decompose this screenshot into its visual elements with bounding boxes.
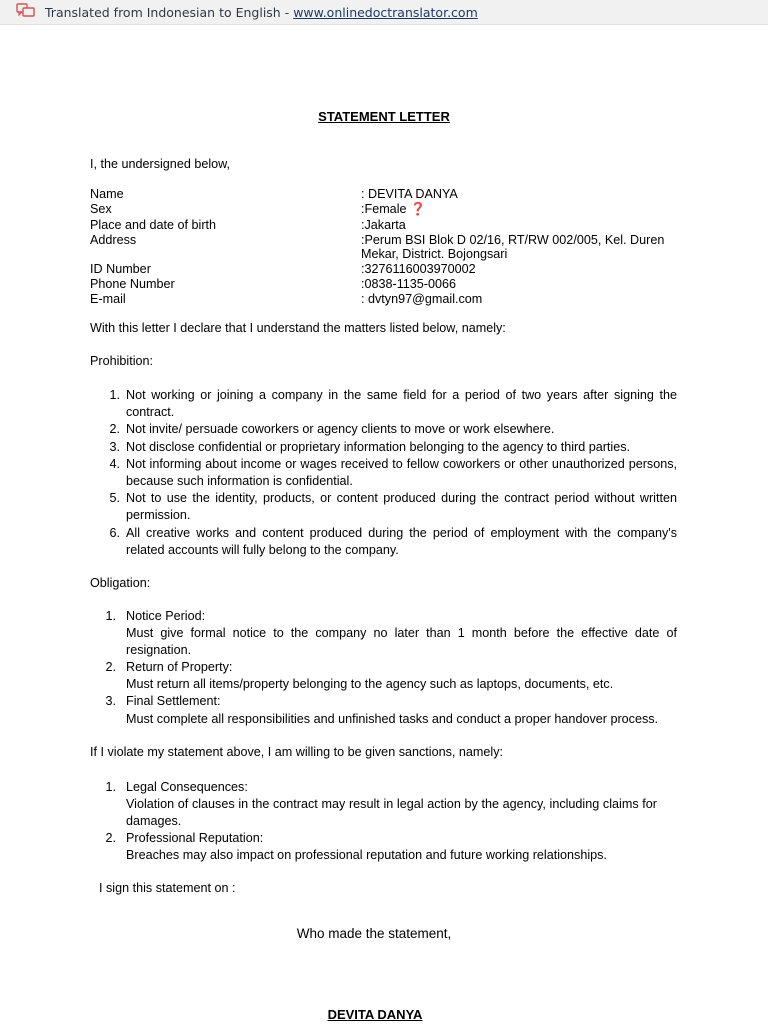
field-value-address: :Perum BSI Blok D 02/16, RT/RW 002/005, Kel. Duren <box>361 233 665 247</box>
list-number: 1. <box>105 780 116 794</box>
list-item <box>90 456 677 490</box>
field-value-id: :3276116003970002 <box>361 262 476 276</box>
banner-prefix: Translated from Indonesian to English - <box>45 5 294 20</box>
list-number: 2. <box>105 831 116 846</box>
translator-link[interactable]: www.onlinedoctranslator.com <box>293 5 478 20</box>
list-text: Not disclose confidential or proprietary information belonging to the agency to third parties. <box>126 439 631 454</box>
list-item <box>90 659 677 693</box>
list-number: 5. <box>109 491 120 506</box>
field-label-email: E-mail <box>90 292 126 306</box>
field-label-address: Address <box>90 233 137 247</box>
list-item-title: Legal Consequences: <box>126 780 248 794</box>
declaration-text: With this letter I declare that I understand the matters listed below, namely: <box>90 321 506 335</box>
list-text: Not to use the identity, products, or content produced during the contract period without written permission. <box>126 491 677 523</box>
list-item-title: Professional Reputation: <box>126 831 264 846</box>
list-number: 2. <box>109 422 120 437</box>
list-item <box>90 439 677 456</box>
list-item-title: Notice Period: <box>126 609 206 623</box>
list-item <box>90 693 677 727</box>
obligation-list <box>90 608 677 728</box>
field-value-email: : dvtyn97@gmail.com <box>361 292 483 306</box>
sanctions-heading: If I violate my statement above, I am willing to be given sanctions, namely: <box>90 745 503 759</box>
list-text: Must complete all responsibilities and unfinished tasks and conduct a proper handover process. <box>126 711 659 726</box>
list-item <box>90 779 677 830</box>
prohibition-list <box>90 387 677 559</box>
list-item <box>90 421 677 438</box>
field-value-phone: :0838-1135-0066 <box>361 277 456 291</box>
list-text: Must give formal notice to the company no later than 1 month before the effective date of resignation. <box>126 626 677 658</box>
list-item <box>90 608 677 659</box>
list-number: 4. <box>109 456 120 471</box>
list-item <box>90 490 677 524</box>
sanctions-list <box>90 779 677 864</box>
field-label-birth: Place and date of birth <box>90 218 217 232</box>
field-label-sex: Sex <box>90 202 112 216</box>
list-number: 3. <box>109 439 120 454</box>
intro-text: I, the undersigned below, <box>90 157 231 171</box>
list-item <box>90 830 677 864</box>
signer-name: DEVITA DANYA <box>327 1007 423 1022</box>
field-label-name: Name <box>90 187 124 201</box>
list-item <box>90 525 677 559</box>
field-value-name: : DEVITA DANYA <box>361 187 458 201</box>
list-text: Must return all items/property belonging to the agency such as laptops, documents, etc. <box>126 677 614 692</box>
list-item-title: Return of Property: <box>126 660 233 675</box>
list-text: Breaches may also impact on professional reputation and future working relationships. <box>126 848 607 863</box>
list-text: Not working or joining a company in the same field for a period of two years after signing the contract. <box>126 388 677 420</box>
field-value-address-line2: Mekar, District. Bojongsari <box>361 247 508 261</box>
list-number: 1. <box>109 388 120 402</box>
prohibition-heading: Prohibition: <box>90 354 154 368</box>
field-value-birth: :Jakarta <box>361 218 406 232</box>
list-number: 1. <box>105 609 116 623</box>
list-number: 2. <box>105 660 116 675</box>
list-text: All creative works and content produced during the period of employment with the company's related accounts will fully belong to the company. <box>126 525 677 557</box>
list-item-title: Final Settlement: <box>126 694 221 709</box>
statement-maker-label: Who made the statement, <box>296 926 452 941</box>
list-item <box>90 387 677 421</box>
field-label-phone: Phone Number <box>90 277 175 291</box>
list-number: 3. <box>105 694 116 709</box>
obligation-heading: Obligation: <box>90 576 151 590</box>
field-label-id: ID Number <box>90 262 151 276</box>
list-number: 6. <box>109 525 120 540</box>
sign-date-line: I sign this statement on : <box>99 881 236 895</box>
list-text: Not informing about income or wages received to fellow coworkers or other unauthorized persons, because such information is confidential. <box>126 456 677 489</box>
document-title: STATEMENT LETTER <box>318 109 450 124</box>
list-text: Not invite/ persuade coworkers or agency clients to move or work elsewhere. <box>126 422 555 437</box>
list-text: Violation of clauses in the contract may result in legal action by the agency, including claims for damages. <box>126 797 657 829</box>
field-value-sex: :Female ❓ <box>361 202 426 216</box>
